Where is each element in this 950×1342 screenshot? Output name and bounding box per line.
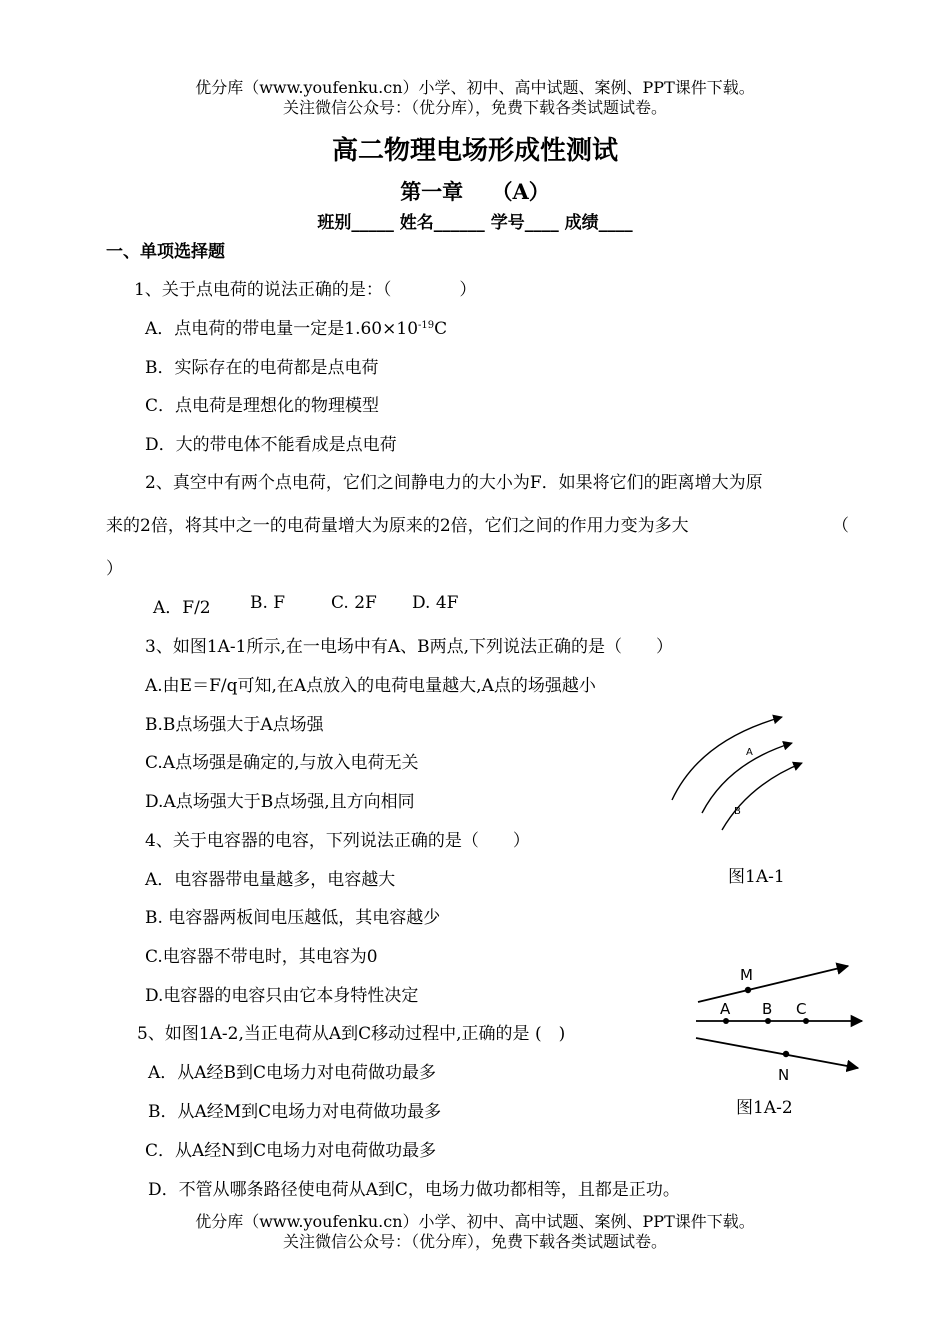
point-a — [723, 1018, 729, 1024]
question-1-option-a: A．点电荷的带电量一定是$1.60\times 10^{-19}C$ — [145, 319, 448, 339]
question-2-line-1: 2、真空中有两个点电荷，它们之间静电力的大小为F．如果将它们的距离增大为原 — [145, 473, 763, 493]
question-2-paren-close: ） — [106, 559, 123, 579]
student-info-line: 班别_____ 姓名______ 学号____ 成绩____ — [317, 213, 633, 233]
question-5-option-d: D．不管从哪条路径使电荷从A到C，电场力做功都相等，且都是正功。 — [148, 1180, 680, 1200]
page-title: 高二物理电场形成性测试 — [331, 136, 618, 166]
point-b-label: B — [734, 806, 741, 817]
point-b — [765, 1018, 771, 1024]
question-2-option-d: D. 4F — [412, 593, 459, 613]
question-3-option-b: B.B点场强大于A点场强 — [145, 715, 324, 735]
figure-1a-1-field-lines — [660, 705, 810, 840]
question-4-option-a: A．电容器带电量越多，电容越大 — [145, 870, 396, 890]
question-2-option-c: C. 2F — [331, 593, 377, 613]
exponent: -19 — [418, 320, 435, 331]
question-4-option-d: D.电容器的电容只由它本身特性决定 — [145, 986, 419, 1006]
question-5-option-c: C．从A经N到C电场力对电荷做功最多 — [145, 1141, 437, 1161]
question-1-option-b: B．实际存在的电荷都是点电荷 — [145, 358, 379, 378]
label-a: A — [720, 1000, 731, 1018]
question-3-stem: 3、如图1A-1所示,在一电场中有A、B两点,下列说法正确的是（ ） — [145, 637, 674, 657]
question-1-stem: 1、关于点电荷的说法正确的是：（ ） — [134, 280, 477, 300]
point-n — [783, 1051, 789, 1057]
label-n: N — [778, 1066, 790, 1084]
question-3-option-a: A.由E＝F/q可知,在A点放入的电荷电量越大,A点的场强越小 — [145, 676, 596, 696]
footer-line-2: 关注微信公众号：（优分库），免费下载各类试题试卷。 — [282, 1232, 667, 1251]
figure-1a-1-caption: 图1A-1 — [728, 867, 785, 887]
label-b: B — [762, 1000, 773, 1018]
field-line-1 — [672, 717, 782, 800]
question-4-option-b: B. 电容器两板间电压越低，其电容越少 — [145, 908, 441, 928]
question-4-option-c: C.电容器不带电时，其电容为0 — [145, 947, 378, 967]
question-1-option-d: D．大的带电体不能看成是点电荷 — [145, 435, 397, 455]
section-heading-single-choice: 一、单项选择题 — [106, 242, 225, 262]
point-a-label: A — [746, 747, 753, 758]
figure-1a-2-caption: 图1A-2 — [736, 1098, 793, 1118]
question-2-option-b: B. F — [250, 593, 286, 613]
question-4-stem: 4、关于电容器的电容，下列说法正确的是（ ） — [145, 831, 530, 851]
footer-line-1: 优分库（www.youfenku.cn）小学、初中、高中试题、案例、PPT课件下载。 — [195, 1212, 755, 1231]
question-2-option-a: A．F/2 — [153, 598, 211, 618]
label-c: C — [796, 1000, 807, 1018]
point-m — [745, 987, 751, 993]
question-5-option-a: A．从A经B到C电场力对电荷做功最多 — [148, 1063, 437, 1083]
question-3-option-c: C.A点场强是确定的,与放入电荷无关 — [145, 753, 419, 773]
question-1-option-c: C．点电荷是理想化的物理模型 — [145, 396, 380, 416]
chapter-heading: 第一章 （A） — [400, 179, 550, 204]
header-line-1: 优分库（www.youfenku.cn）小学、初中、高中试题、案例、PPT课件下载。 — [195, 78, 755, 97]
question-2-paren-open: （ — [832, 516, 849, 536]
header-line-2: 关注微信公众号：（优分库），免费下载各类试题试卷。 — [282, 98, 667, 117]
line-n — [696, 1038, 858, 1068]
question-3-option-d: D.A点场强大于B点场强,且方向相同 — [145, 792, 415, 812]
line-m — [698, 966, 848, 1002]
point-c — [803, 1018, 809, 1024]
figure-1a-2-paths — [690, 958, 870, 1088]
question-2-line-2: 来的2倍，将其中之一的电荷量增大为原来的2倍，它们之间的作用力变为多大 — [106, 516, 689, 536]
question-5-stem: 5、如图1A-2,当正电荷从A到C移动过程中,正确的是 ( ) — [137, 1024, 566, 1044]
question-5-option-b: B．从A经M到C电场力对电荷做功最多 — [148, 1102, 442, 1122]
label-m: M — [740, 966, 753, 984]
